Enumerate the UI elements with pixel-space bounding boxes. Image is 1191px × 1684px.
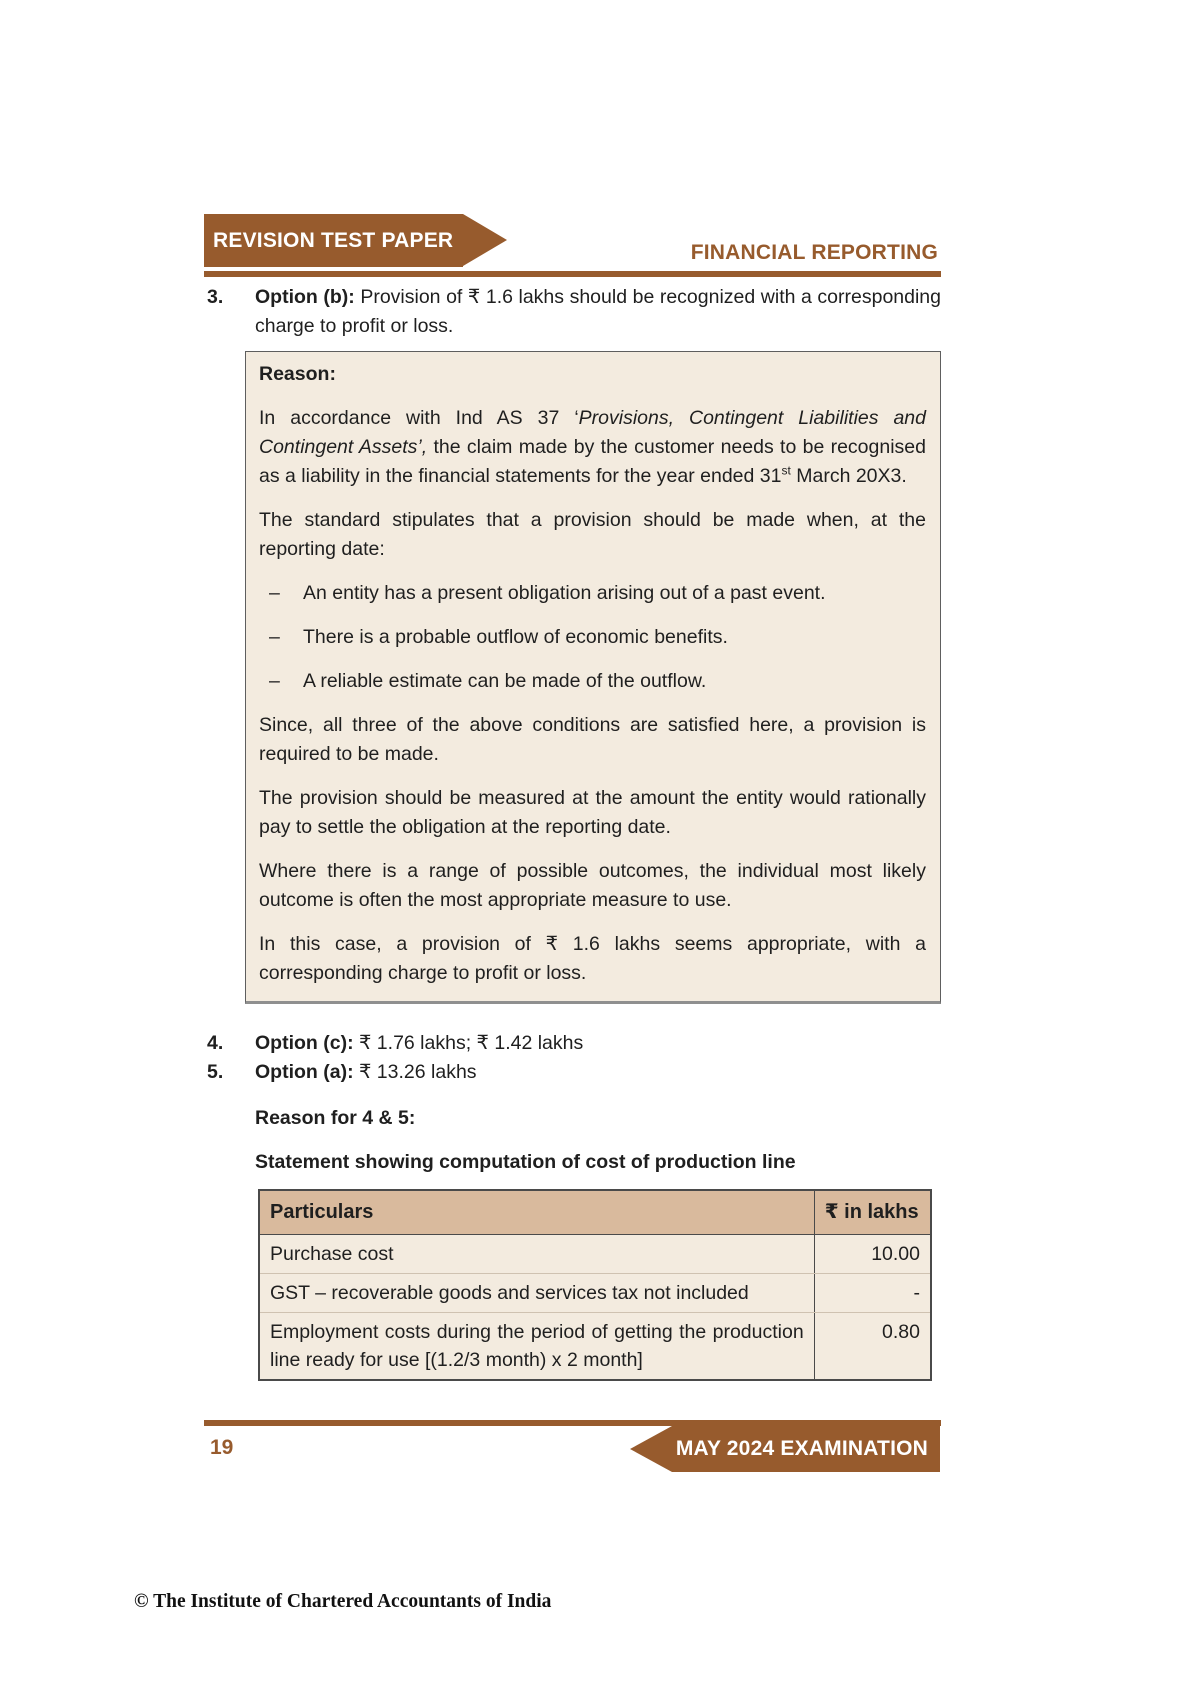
answer-item-3: [200, 283, 941, 341]
bullet-marker: –: [269, 670, 280, 692]
reason-paragraph-2: The standard stipulates that a provision should be made when, at the reporting date:: [259, 509, 926, 560]
table-title: Statement showing computation of cost of production line: [255, 1151, 796, 1173]
computation-table: [258, 1189, 932, 1381]
table-header-amount: ₹ in lakhs: [814, 1190, 931, 1235]
bullet-marker: –: [269, 626, 280, 648]
reason-box: [245, 351, 941, 1004]
item-text: [255, 283, 941, 341]
option-text: ₹ 13.26 lakhs: [353, 1061, 477, 1083]
bullet-item: [259, 579, 926, 608]
subject-title: FINANCIAL REPORTING: [690, 241, 938, 264]
item-number: 5.: [207, 1061, 224, 1083]
footer-banner-arrow-icon: [630, 1426, 672, 1472]
footer-banner-label: MAY 2024 EXAMINATION: [672, 1426, 940, 1472]
reason-45-heading: Reason for 4 & 5:: [255, 1107, 416, 1129]
bullet-marker: –: [269, 582, 280, 604]
answer-item-5: [200, 1058, 941, 1087]
header-banner-label: REVISION TEST PAPER: [204, 214, 463, 267]
option-text: Provision of ₹ 1.6 lakhs should be recognized with a corresponding charge to profit or loss.: [255, 286, 941, 337]
option-label: Option (a):: [255, 1061, 354, 1083]
page-content: [200, 283, 941, 1381]
cell-amount: -: [814, 1274, 931, 1313]
option-text: ₹ 1.76 lakhs; ₹ 1.42 lakhs: [353, 1032, 584, 1054]
reason-paragraph-1: In accordance with Ind AS 37 ‘Provisions, Contingent Liabilities and Contingent Assets’, the claim made by the customer needs to be recognised as a liability in the financial statements for the year ended 31st March 20X3.: [259, 407, 927, 487]
reason-paragraph-4: The provision should be measured at the amount the entity would rationally pay to settle the obligation at the reporting date.: [259, 787, 926, 838]
table-row: [259, 1274, 931, 1313]
option-label: Option (b):: [255, 286, 355, 308]
reason-title: Reason:: [259, 363, 336, 385]
option-label: Option (c):: [255, 1032, 354, 1054]
copyright-notice: © The Institute of Chartered Accountants of India: [134, 1591, 552, 1612]
answer-item-4: [200, 1029, 941, 1058]
table-row: [259, 1313, 931, 1381]
banner-arrow-icon: [463, 214, 507, 266]
bullet-item: [259, 667, 926, 696]
reason-paragraph-5: Where there is a range of possible outcomes, the individual most likely outcome is often the most appropriate measure to use.: [259, 860, 926, 911]
reason-paragraph-3: Since, all three of the above conditions are satisfied here, a provision is required to be made.: [259, 714, 926, 765]
cell-particulars: GST – recoverable goods and services tax not included: [259, 1274, 814, 1313]
cell-amount: 10.00: [814, 1235, 931, 1274]
item-number: 3.: [207, 286, 224, 308]
page-number: 19: [210, 1436, 234, 1459]
header-banner: [204, 214, 507, 267]
table-header-row: [259, 1190, 931, 1235]
item-text: [255, 1058, 941, 1087]
bullet-text: A reliable estimate can be made of the outflow.: [303, 670, 707, 692]
cell-particulars: Employment costs during the period of getting the production line ready for use [(1.2/3 month) x 2 month]: [259, 1313, 814, 1381]
table-row: [259, 1235, 931, 1274]
item-number: 4.: [207, 1032, 224, 1054]
item-text: [255, 1029, 941, 1058]
cell-amount: 0.80: [814, 1313, 931, 1381]
reason-paragraph-6: In this case, a provision of ₹ 1.6 lakhs seems appropriate, with a corresponding charge to profit or loss.: [259, 933, 926, 984]
bullet-text: An entity has a present obligation arising out of a past event.: [303, 582, 826, 604]
bullet-item: [259, 623, 926, 652]
bullet-text: There is a probable outflow of economic benefits.: [303, 626, 728, 648]
table-header-particulars: Particulars: [259, 1190, 814, 1235]
footer-banner: [630, 1426, 940, 1472]
cell-particulars: Purchase cost: [259, 1235, 814, 1274]
header-divider: [204, 271, 941, 277]
